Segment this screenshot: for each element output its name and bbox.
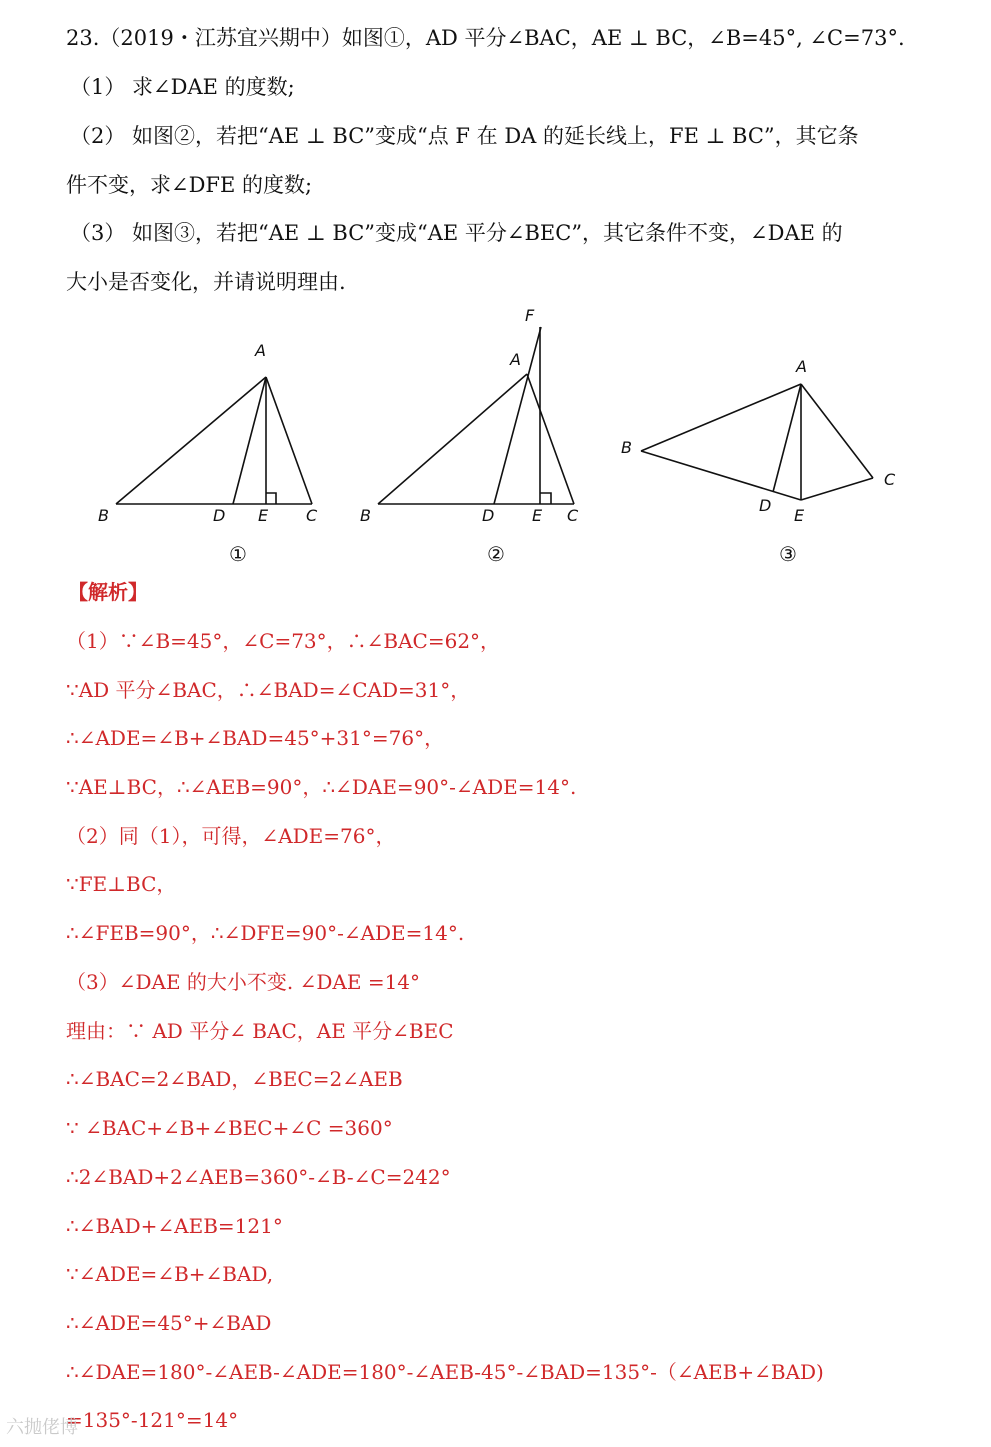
solution-line-9: 理由：∵ AD 平分∠ BAC，AE 平分∠BEC xyxy=(66,1019,454,1043)
fig3-segment-ba xyxy=(641,384,801,451)
solution-line-10: ∴∠BAC=2∠BAD，∠BEC=2∠AEB xyxy=(66,1067,403,1091)
fig3-label-a: A xyxy=(796,357,807,376)
fig3-label-b: B xyxy=(621,438,632,457)
figure-2-number: ② xyxy=(487,542,505,566)
solution-line-3: ∴∠ADE=∠B+∠BAD=45°+31°=76°， xyxy=(66,726,445,750)
fig1-label-b: B xyxy=(98,506,109,525)
figure-1-number: ① xyxy=(229,542,247,566)
question-line-5: （3） 如图③，若把“AE ⊥ BC”变成“AE 平分∠BEC”，其它条件不变，∠DAE 的 xyxy=(70,221,843,245)
fig3-label-d: D xyxy=(759,496,772,515)
figures-area xyxy=(0,300,991,580)
question-line-4: 件不变，求∠DFE 的度数; xyxy=(66,173,313,197)
fig2-label-a: A xyxy=(510,350,521,369)
fig2-label-f: F xyxy=(525,306,535,325)
solution-line-16: ∴∠DAE=180°-∠AEB-∠ADE=180°-∠AEB-45°-∠BAD=135°-（∠AEB+∠BAD) xyxy=(66,1360,824,1384)
solution-line-12: ∴2∠BAD+2∠AEB=360°-∠B-∠C=242° xyxy=(66,1165,451,1189)
figure-3-geometry xyxy=(641,384,873,500)
fig3-segment-ad xyxy=(773,384,801,492)
fig2-label-d: D xyxy=(482,506,495,525)
fig2-label-c: C xyxy=(567,506,579,525)
fig3-label-e: E xyxy=(794,506,805,525)
solution-line-8: （3）∠DAE 的大小不变. ∠DAE =14° xyxy=(66,970,421,994)
solution-line-17: =135°-121°=14° xyxy=(66,1408,239,1432)
fig2-right-angle-mark xyxy=(540,493,551,504)
solution-line-15: ∴∠ADE=45°+∠BAD xyxy=(66,1311,272,1335)
solution-line-2: ∵AD 平分∠BAC，∴∠BAD=∠CAD=31°， xyxy=(66,678,471,702)
figures-svg xyxy=(0,300,991,580)
question-line-2: （1） 求∠DAE 的度数; xyxy=(70,75,295,99)
fig1-segment-ab xyxy=(116,377,266,504)
question-line-6: 大小是否变化，并请说明理由. xyxy=(66,270,346,294)
fig2-segment-ac xyxy=(527,374,574,504)
fig1-label-d: D xyxy=(213,506,226,525)
fig1-label-a: A xyxy=(255,341,266,360)
fig1-segment-ad xyxy=(233,377,266,504)
fig1-right-angle-mark xyxy=(266,493,276,504)
fig3-segment-ac xyxy=(801,384,873,478)
solution-line-14: ∵∠ADE=∠B+∠BAD, xyxy=(66,1262,274,1286)
question-line-3: （2） 如图②，若把“AE ⊥ BC”变成“点 F 在 DA 的延长线上，FE ⊥ BC”，其它条 xyxy=(70,124,859,148)
figure-2-geometry xyxy=(378,327,574,504)
solution-line-6: ∵FE⊥BC， xyxy=(66,872,177,896)
solution-line-1: （1）∵∠B=45°，∠C=73°，∴∠BAC=62°， xyxy=(66,629,501,653)
fig2-label-e: E xyxy=(532,506,543,525)
fig1-segment-ac xyxy=(266,377,312,504)
solution-line-7: ∴∠FEB=90°，∴∠DFE=90°-∠ADE=14°. xyxy=(66,921,465,945)
fig3-segment-ec xyxy=(801,478,873,500)
fig2-label-b: B xyxy=(360,506,371,525)
solution-line-11: ∵ ∠BAC+∠B+∠BEC+∠C =360° xyxy=(66,1116,393,1140)
figure-3-number: ③ xyxy=(779,542,797,566)
solution-line-5: （2）同（1），可得，∠ADE=76°， xyxy=(66,824,396,848)
fig1-label-e: E xyxy=(258,506,269,525)
figure-1-geometry xyxy=(116,377,312,504)
solution-line-13: ∴∠BAD+∠AEB=121° xyxy=(66,1214,283,1238)
fig1-label-c: C xyxy=(306,506,318,525)
question-line-1: 23.（2019・江苏宜兴期中）如图①，AD 平分∠BAC，AE ⊥ BC，∠B=45°, ∠C=73°. xyxy=(66,26,905,50)
fig2-segment-ab xyxy=(378,374,527,504)
fig3-label-c: C xyxy=(884,470,896,489)
solution-heading: 【解析】 xyxy=(68,580,148,604)
solution-line-4: ∵AE⊥BC，∴∠AEB=90°，∴∠DAE=90°-∠ADE=14°. xyxy=(66,775,577,799)
watermark: 六抛佬博 xyxy=(6,1417,78,1438)
